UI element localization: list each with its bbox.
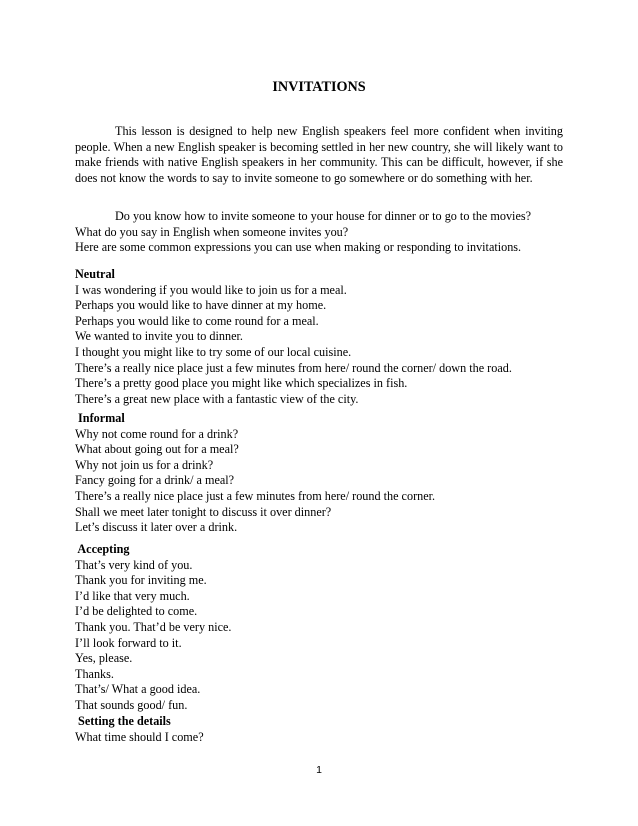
list-item: Perhaps you would like to have dinner at my home. <box>75 298 327 313</box>
list-item: I was wondering if you would like to join us for a meal. <box>75 282 347 297</box>
list-item: I thought you might like to try some of our local cuisine. <box>75 344 352 359</box>
section-accepting <box>75 542 563 714</box>
list-item: There’s a really nice place just a few minutes from here/ round the corner/ down the road. <box>75 360 512 375</box>
list-item: Thank you for inviting me. <box>75 573 207 588</box>
list-item: There’s a really nice place just a few minutes from here/ round the corner. <box>75 488 436 503</box>
list-item: Perhaps you would like to come round for a meal. <box>75 313 319 328</box>
intro-paragraph-1: This lesson is designed to help new English speakers feel more confident when inviting people. When a new English speaker is becoming settled in her new country, she will likely want to make friends with native English speakers in her community. This can be difficult, however, if she does not know the words to say to invite someone to go somewhere or do something with her. <box>75 124 563 185</box>
list-item: We wanted to invite you to dinner. <box>75 329 243 344</box>
section-neutral <box>75 267 563 407</box>
section-heading-informal: Informal <box>75 411 125 425</box>
list-item: There’s a great new place with a fantastic view of the city. <box>75 391 359 406</box>
intro-line-1: What do you say in English when someone invites you? <box>75 224 349 239</box>
list-item: Shall we meet later tonight to discuss it over dinner? <box>75 504 332 519</box>
list-item: That’s/ What a good idea. <box>75 682 201 697</box>
section-heading-neutral: Neutral <box>75 267 115 281</box>
list-item: Why not come round for a drink? <box>75 426 239 441</box>
list-item: Thank you. That’d be very nice. <box>75 619 232 634</box>
section-informal <box>75 411 563 536</box>
intro-line-2: Here are some common expressions you can use when making or responding to invitations. <box>75 240 522 255</box>
list-item: That’s very kind of you. <box>75 557 193 572</box>
page-title: INVITATIONS <box>272 79 366 95</box>
section-heading-setting-details: Setting the details <box>75 714 171 728</box>
list-item: What about going out for a meal? <box>75 442 239 457</box>
intro-paragraph-2-block <box>75 209 563 256</box>
list-item: What time should I come? <box>75 729 204 744</box>
list-item: There’s a pretty good place you might like which specializes in fish. <box>75 376 408 391</box>
section-setting-details <box>75 714 563 745</box>
list-item: That sounds good/ fun. <box>75 697 188 712</box>
list-item: Yes, please. <box>75 651 133 666</box>
list-item: Why not join us for a drink? <box>75 457 214 472</box>
list-item: I’d like that very much. <box>75 588 190 603</box>
list-item: Let’s discuss it later over a drink. <box>75 520 238 535</box>
list-item: I’ll look forward to it. <box>75 635 182 650</box>
list-item: Thanks. <box>75 666 114 681</box>
list-item: Fancy going for a drink/ a meal? <box>75 473 235 488</box>
section-heading-accepting: Accepting <box>75 542 130 556</box>
page-number: 1 <box>316 764 322 776</box>
intro-paragraph-2: Do you know how to invite someone to your house for dinner or to go to the movies? <box>115 209 532 223</box>
list-item: I’d be delighted to come. <box>75 604 198 619</box>
